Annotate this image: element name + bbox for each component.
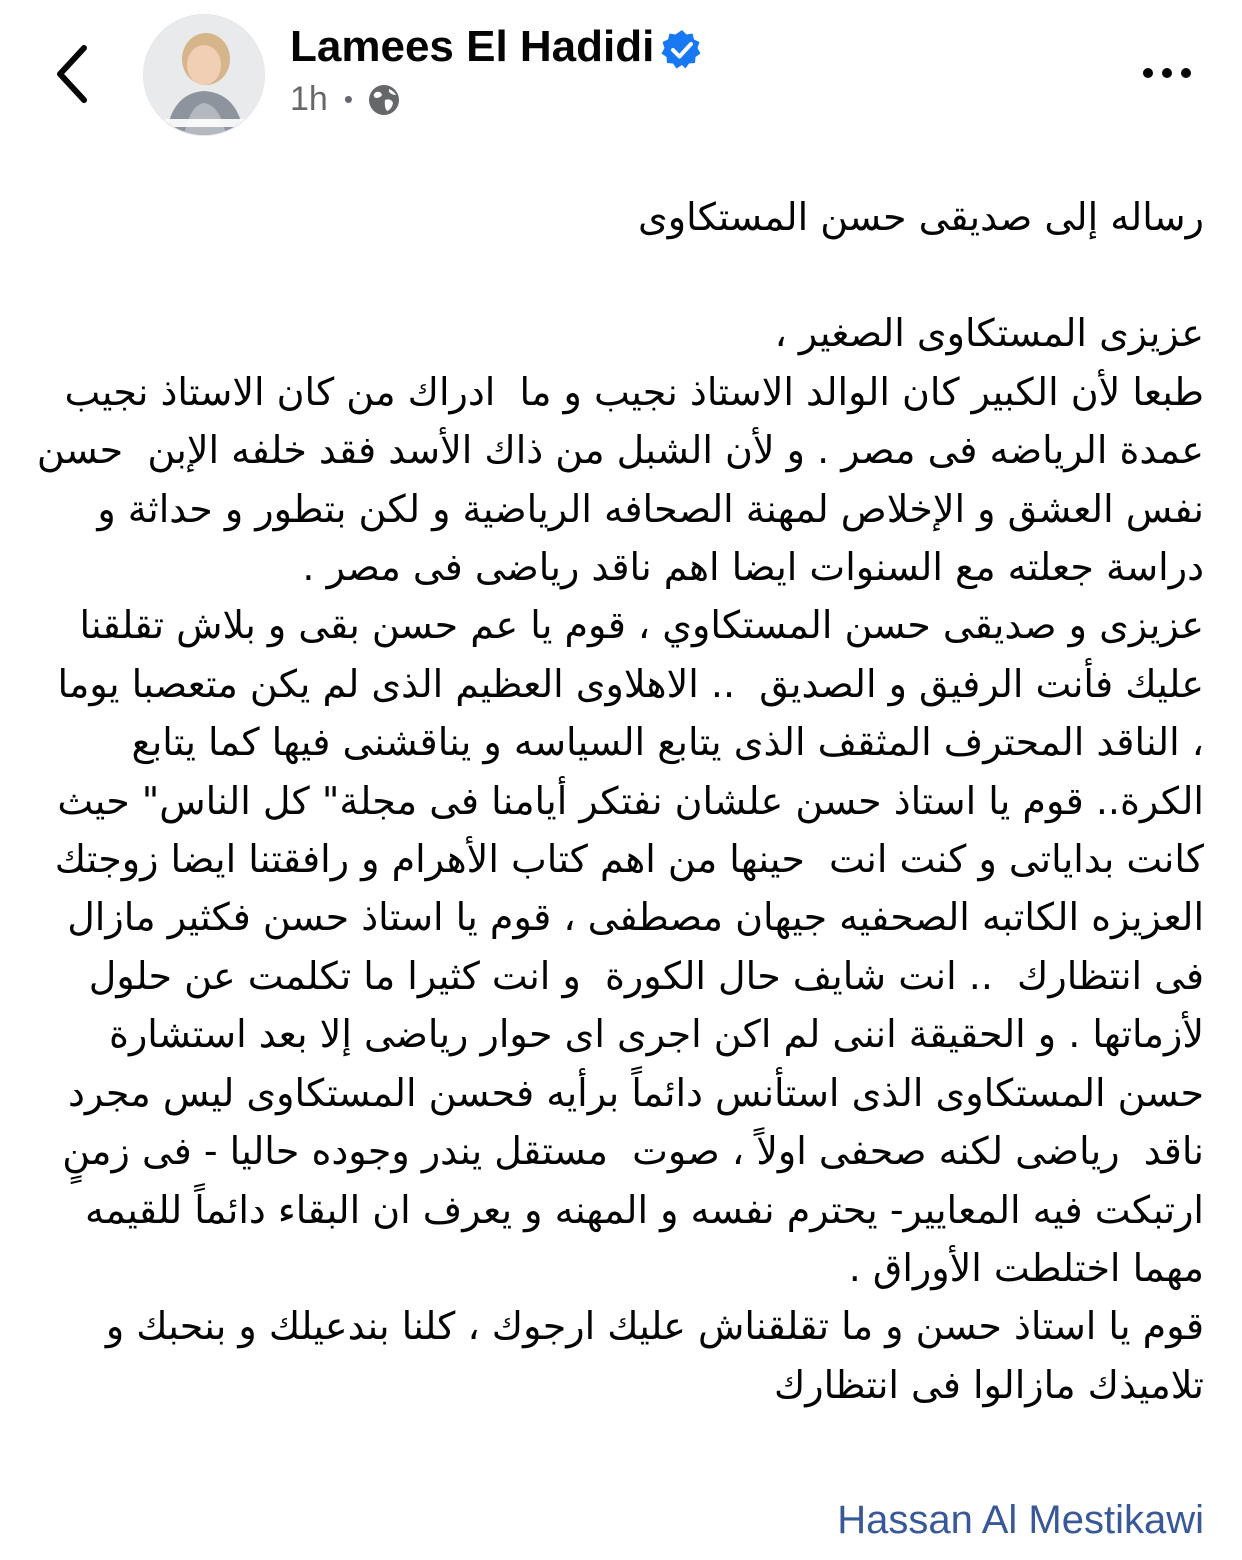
author-name[interactable]: Lamees El Hadidi (290, 22, 655, 71)
paragraph-spacer (36, 246, 1204, 304)
back-button[interactable] (40, 36, 104, 112)
verified-badge-icon (660, 28, 704, 72)
post-paragraph-greeting: عزيزى المستكاوى الصغير ، (774, 311, 1204, 356)
more-dot (1143, 68, 1153, 78)
more-dot (1181, 68, 1191, 78)
more-dot (1162, 68, 1172, 78)
more-options-button[interactable] (1132, 48, 1202, 98)
post-body (24, 188, 1204, 1414)
chevron-left-icon (52, 42, 92, 106)
meta-separator: • (343, 84, 353, 114)
globe-icon (367, 83, 401, 117)
post-paragraph-2: عزيزى و صديقى حسن المستكاوي ، قوم يا عم حسن بقى و بلاش تقلقنا عليك فأنت الرفيق و الصديق .. الاهلاوى العظيم الذى لم يكن متعصبا يوما ، الناقد المحترف المثقف الذى يتابع السياسه و يناقشنى فيها كما يتابع الكرة.. قوم يا استاذ حسن علشان نفتكر أيامنا فى مجلة" كل الناس" حيث كانت بداياتى و كنت انت حينها من اهم كتاب الأهرام و رافقتنا ايضا زوجتك العزيزه الكاتبه الصحفيه جيهان مصطفى ، قوم يا استاذ حسن فكثير مازال فى انتظارك .. انت شايف حال الكورة و انت كثيرا ما تكلمت عن حلول لأزماتها . و الحقيقة اننى لم اكن اجرى اى حوار رياضى إلا بعد استشارة حسن المستكاوى الذى استأنس دائماً برأيه فحسن المستكاوى ليس مجرد ناقد رياضى لكنه صحفى اولاً ، صوت مستقل يندر وجوده حاليا - فى زمنٍ ارتبكت فيه المعايير- يحترم نفسه و المهنه و يعرف ان البقاء دائماً للقيمه مهما اختلطت الأوراق . (42, 603, 1204, 1290)
post-header (0, 0, 1242, 150)
post-paragraph-1: طبعا لأن الكبير كان الوالد الاستاذ نجيب و ما ادراك من كان الاستاذ نجيب عمدة الرياضه فى مصر . و لأن الشبل من ذاك الأسد فقد خلفه الإبن حسن نفس العشق و الإخلاص لمهنة الصحافه الرياضية و لكن بتطور و حداثة و دراسة جعلته مع السنوات ايضا اهم ناقد رياضى فى مصر . (24, 369, 1204, 590)
avatar[interactable] (143, 14, 265, 136)
post-title: رساله إلى صديقى حسن المستكاوى (638, 195, 1204, 239)
post-meta (290, 80, 401, 119)
tagged-person-link[interactable]: Hassan Al Mestikawi (837, 1498, 1204, 1542)
post-time[interactable]: 1h (290, 80, 328, 118)
post-paragraph-3: قوم يا استاذ حسن و ما تقلقناش عليك ارجوك ، كلنا بندعيلك و بنحبك و تلاميذك مازالوا فى انتظارك (93, 1304, 1204, 1407)
